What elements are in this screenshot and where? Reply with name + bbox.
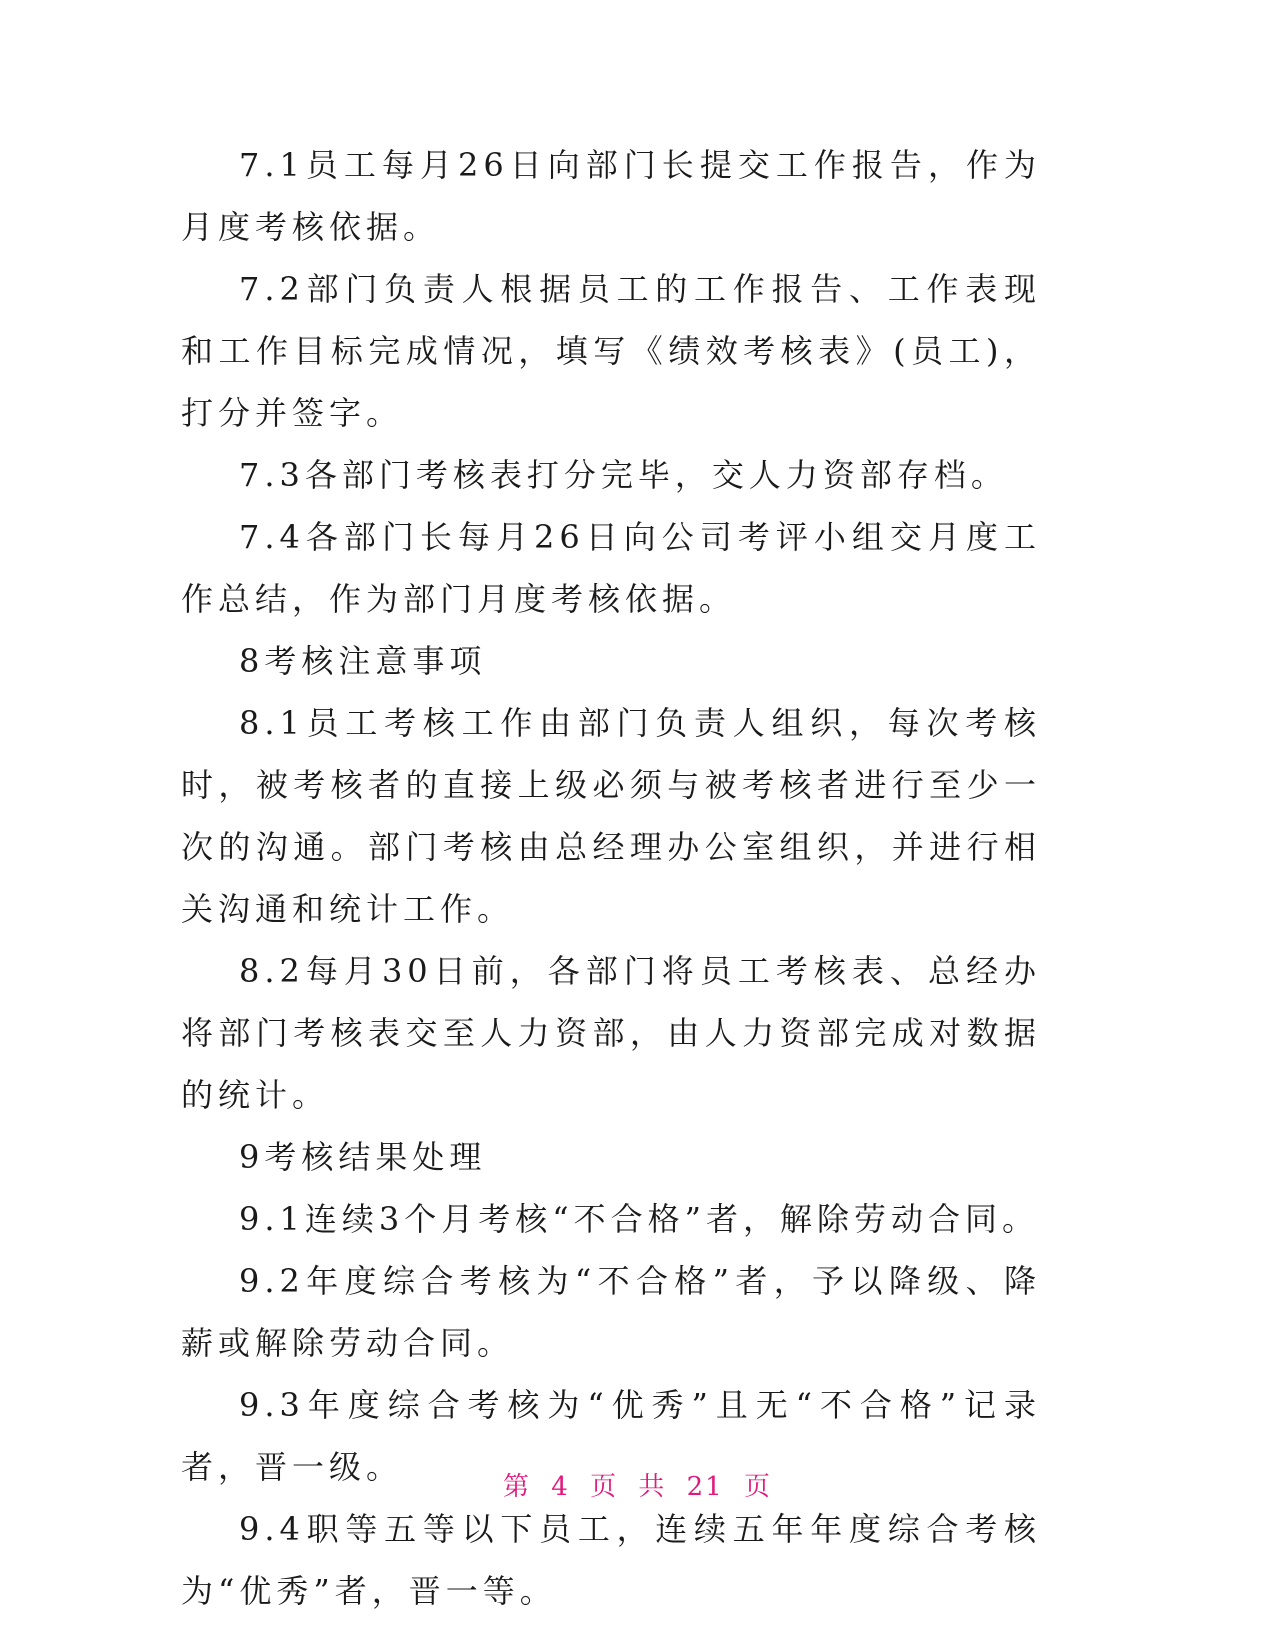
paragraph-7-4: 7.4各部门长每月26日向公司考评小组交月度工作总结，作为部门月度考核依据。 xyxy=(181,518,1041,618)
section-heading-9: 9考核结果处理 xyxy=(239,1138,487,1176)
paragraph-8-2: 8.2每月30日前，各部门将员工考核表、总经办将部门考核表交至人力资部，由人力资部完成对数据的统计。 xyxy=(181,952,1041,1114)
paragraph-8-1: 8.1员工考核工作由部门负责人组织，每次考核时，被考核者的直接上级必须与被考核者进行至少一次的沟通。部门考核由总经理办公室组织，并进行相关沟通和统计工作。 xyxy=(181,704,1041,928)
page-number-footer: 第 4 页 共 21 页 xyxy=(503,1472,772,1502)
paragraph-9-2: 9.2年度综合考核为“不合格”者，予以降级、降薪或解除劳动合同。 xyxy=(181,1262,1041,1362)
paragraph-9-3: 9.3年度综合考核为“优秀”且无“不合格”记录者，晋一级。 xyxy=(181,1386,1041,1486)
paragraph-7-2: 7.2部门负责人根据员工的工作报告、工作表现和工作目标完成情况，填写《绩效考核表》(员工)，打分并签字。 xyxy=(181,270,1041,432)
paragraph-9-4: 9.4职等五等以下员工，连续五年年度综合考核为“优秀”者，晋一等。 xyxy=(181,1510,1041,1610)
document-body xyxy=(181,134,1041,1622)
paragraph-9-1: 9.1连续3个月考核“不合格”者，解除劳动合同。 xyxy=(239,1200,1039,1238)
paragraph-7-3: 7.3各部门考核表打分完毕，交人力资部存档。 xyxy=(239,456,1008,494)
paragraph-7-1: 7.1员工每月26日向部门长提交工作报告，作为月度考核依据。 xyxy=(181,146,1041,246)
section-heading-8: 8考核注意事项 xyxy=(239,642,487,680)
